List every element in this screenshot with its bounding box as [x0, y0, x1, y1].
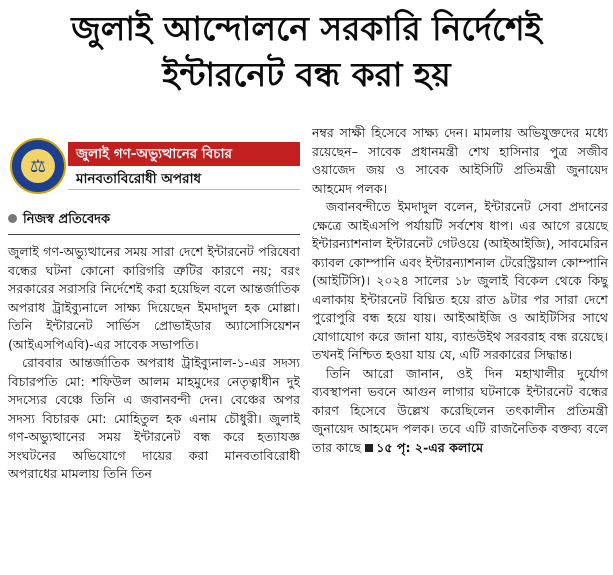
headline	[0, 6, 613, 98]
paragraph: নম্বর সাক্ষী হিসেবে সাক্ষ্য দেন। মামলায় অভিযুক্তদের মধ্যে রয়েছেন– সাবেক প্রধানমন্ত্রী শেখ হাসিনার পুত্র সজীব ওয়াজেদ জয় ও সাবেক আইসিটি প্রতিমন্ত্রী জুনায়েদ আহমেদ পলক।	[312, 125, 608, 196]
byline-text: নিজস্ব প্রতিবেদক	[23, 212, 111, 227]
tribunal-seal-icon	[10, 138, 66, 194]
square-bullet-icon	[365, 444, 373, 452]
left-column	[8, 138, 300, 484]
paragraph	[312, 365, 608, 458]
jump-text: ১৫ পৃ: ২-এর কলামে	[376, 439, 484, 455]
right-column	[312, 124, 608, 457]
paragraph: জুলাই গণ-অভ্যুত্থানের সময় সারা দেশে ইন্টারনেট পরিষেবা বন্ধের ঘটনা কোনো কারিগরি ত্রুটির কারণে নয়; বরং সরকারের সরাসরি নির্দেশেই করা হয়েছিল বলে আন্তর্জাতিক অপরাধ ট্রাইব্যুনালে সাক্ষ্য দিয়েছেন ইমদাদুল হক মোল্লা। তিনি ইন্টারনেট সার্ভিস প্রোভাইডার অ্যাসোসিয়েশন (আইএসপিএবি)-এর সাবেক সভাপতি।	[8, 244, 300, 352]
kicker	[10, 138, 300, 194]
paragraph: রোববার আন্তর্জাতিক অপরাধ ট্রাইব্যুনাল-১-এর সদস্য বিচারপতি মো: শফিউল আলম মাহমুদের নেতৃত্বাধীন দুই সদস্যের বেঞ্চে তিনি এ জবানবন্দী দেন। বেঞ্চের অপর সদস্য বিচারক মো: মোহিতুল হক এনাম চৌধুরী। জুলাই গণ-অভ্যুত্থানের সময় ইন্টারনেট বন্ধ করে হত্যাযজ্ঞ সংঘটনের অভিযোগে দায়ের করা মানবতাবিরোধী অপরাধের মামলায় তিনি তিন	[8, 355, 300, 481]
headline-line-2: ইন্টারনেট বন্ধ করা হয়	[162, 55, 451, 94]
scales-icon: ⚖	[21, 149, 55, 183]
byline	[8, 210, 300, 235]
bullet-icon	[8, 214, 17, 223]
continuation-jump[interactable]	[361, 440, 483, 455]
headline-line-1: জুলাই আন্দোলনে সরকারি নির্দেশেই	[71, 9, 542, 48]
paragraph-text: তিনি আরো জানান, ওই দিন মহাখালীর দুর্যোগ ব্যবস্থাপনা ভবনে আগুন লাগার ঘটনাকে ইন্টারনেট বন্ধের কারণ হিসেবে উল্লেখ করেছিলেন তৎকালীন প্রতিমন্ত্রী জুনায়েদ আহমেদ পলক। তবে এটি রাজনৈতিক বক্তব্য বলে তার কাছে	[312, 365, 608, 455]
kicker-title: জুলাই গণ-অভ্যুত্থানের বিচার	[68, 142, 300, 166]
paragraph: জবানবন্দীতে ইমদাদুল বলেন, ইন্টারনেট সেবা প্রদানের ক্ষেত্রে আইএসপি পর্যায়টি সর্বশেষ ধাপ। এর আগে রয়েছে ইন্টারন্যাশনাল ইন্টারনেট গেটওয়ে (আইআইজি), সাবমেরিন ক্যাবল কোম্পানি এবং ইন্টারন্যাশনাল টেরেস্ট্রিয়াল কোম্পানি (আইটিসি)। ২০২৪ সালের ১৮ জুলাই বিকেল থেকে কিছু এলাকায় ইন্টারনেট বিঘ্নিত হয়ে রাত ৯টার পর সারা দেশে পুরোপুরি বন্ধ হয়ে যায়। আইআইজি ও আইটিসির সাথে যোগাযোগ করে জানা যায়, ব্যান্ডউইথ সরবরাহ বন্ধ রয়েছে। তখনই নিশ্চিত হওয়া যায় যে, এটি সরকারের সিদ্ধান্ত।	[312, 199, 608, 362]
kicker-subtitle: মানবতাবিরোধী অপরাধ	[68, 168, 300, 190]
